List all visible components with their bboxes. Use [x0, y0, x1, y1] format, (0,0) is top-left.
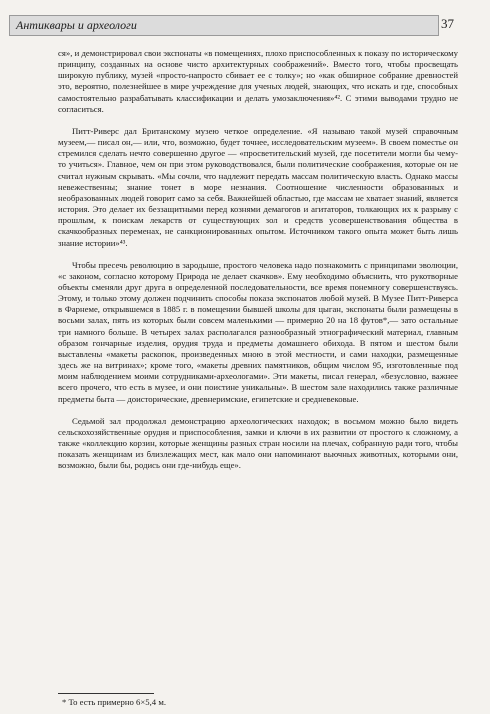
paragraph-4: Седьмой зал продолжал демонстрацию археологических находок; в восьмом можно было видеть сельскохозяйственные орудия и приспособления, замки и ключи в их развитии от простого к сложному, а также «коллекцию корзин, которые женщины разных стран носили на плечах, собранную ради того, чтобы показать женщинам из близлежащих мест, как мало они напоминают вьючных животных, которыми они, возможно, были бы, родись они где-нибудь еще». — [58, 415, 458, 471]
paragraph-3: Чтобы пресечь революцию в зародыше, простого человека надо познакомить с принципами эволюции, «с законом, согласно которому Природа не делает скачков». Ему необходимо объяснить, что рукотворные объекты сменяли друг друга в определенной последовательности, все время понемногу совершенствуясь. Этому, и только этому должен подчинить способы показа экспонатов любой музей. В Музее Питт-Риверса в Фарнеме, открывшемся в 1885 г. в помещении бывшей школы для цыган, экспонаты были размещены в восьми залах, пять из которых были совсем маленькими — примерно 20 на 18 футов*,— зато остальные три намного больше. В четырех залах располагался разнообразный этнографический материал, главным образом гончарные изделия, орудия труда и предметы домашнего обихода. В пятом и шестом были выставлены «макеты раскопок, произведенных мною в этой местности, и сами находки, размещенные здесь же на витринах»; кроме того, «макеты древних памятников, общим числом 95, изготовленные под моим наблюдением моими сотрудниками-археологами». Эти макеты, писал генерал, «безусловно, важнее всего прочего, что есть в музее, и они поистине уникальны». В шестом зале находились также различные предметы быта — доисторические, древнеримские, египетские и средневековые. — [58, 259, 458, 404]
paragraph-2: Питт-Риверс дал Британскому музею четкое определение. «Я называю такой музей справочным музеем,— писал он,— или, что, возможно, будет точнее, исследовательским музеем». В своем поместье он стремился сделать нечто совершенно другое — «просветительский музей, где посетители могли бы чему-то учиться». Главное, чем он при этом руководствовался, были политические соображения, которые он не считал нужным скрывать. «Мы сочли, что надлежит передать массам политическую власть. Однако массы невежественны; знание тонет в море незнания. Соотношение численности образованных и необразованных людей говорит само за себя. Важнейшей областью, где массам не хватает знаний, является история. Это делает их беззащитными перед кознями демагогов и агитаторов, толкающих их к разрыву с прошлым, к поискам лекарств от существующих зол и средств усовершенствования общества в скачкообразных переменах, не санкционированных опытом. Источником такого опыта может быть лишь знание истории»⁴³. — [58, 125, 458, 248]
paragraph-1: ся», и демонстрировал свои экспонаты «в помещениях, плохо приспособленных к показу по историческому принципу, созданных на основе чисто архитектурных соображений». Вместо того, чтобы просвещать широкую публику, музей «просто-напросто сбивает ее с толку»; но «как обширное собрание древностей это, вероятно, полезнейшее в мире учреждение для ученых людей, знающих, что искать и где, способных самостоятельно разрабатывать классификации и делать умозаключения»⁴². С этими выводами трудно не согласиться. — [58, 48, 458, 114]
footnote-divider — [58, 693, 154, 694]
page-number: 37 — [441, 16, 454, 31]
running-head: Антиквары и археологи — [9, 15, 439, 36]
body-text — [58, 48, 458, 482]
footnote: * То есть примерно 6×5,4 м. — [62, 697, 166, 707]
